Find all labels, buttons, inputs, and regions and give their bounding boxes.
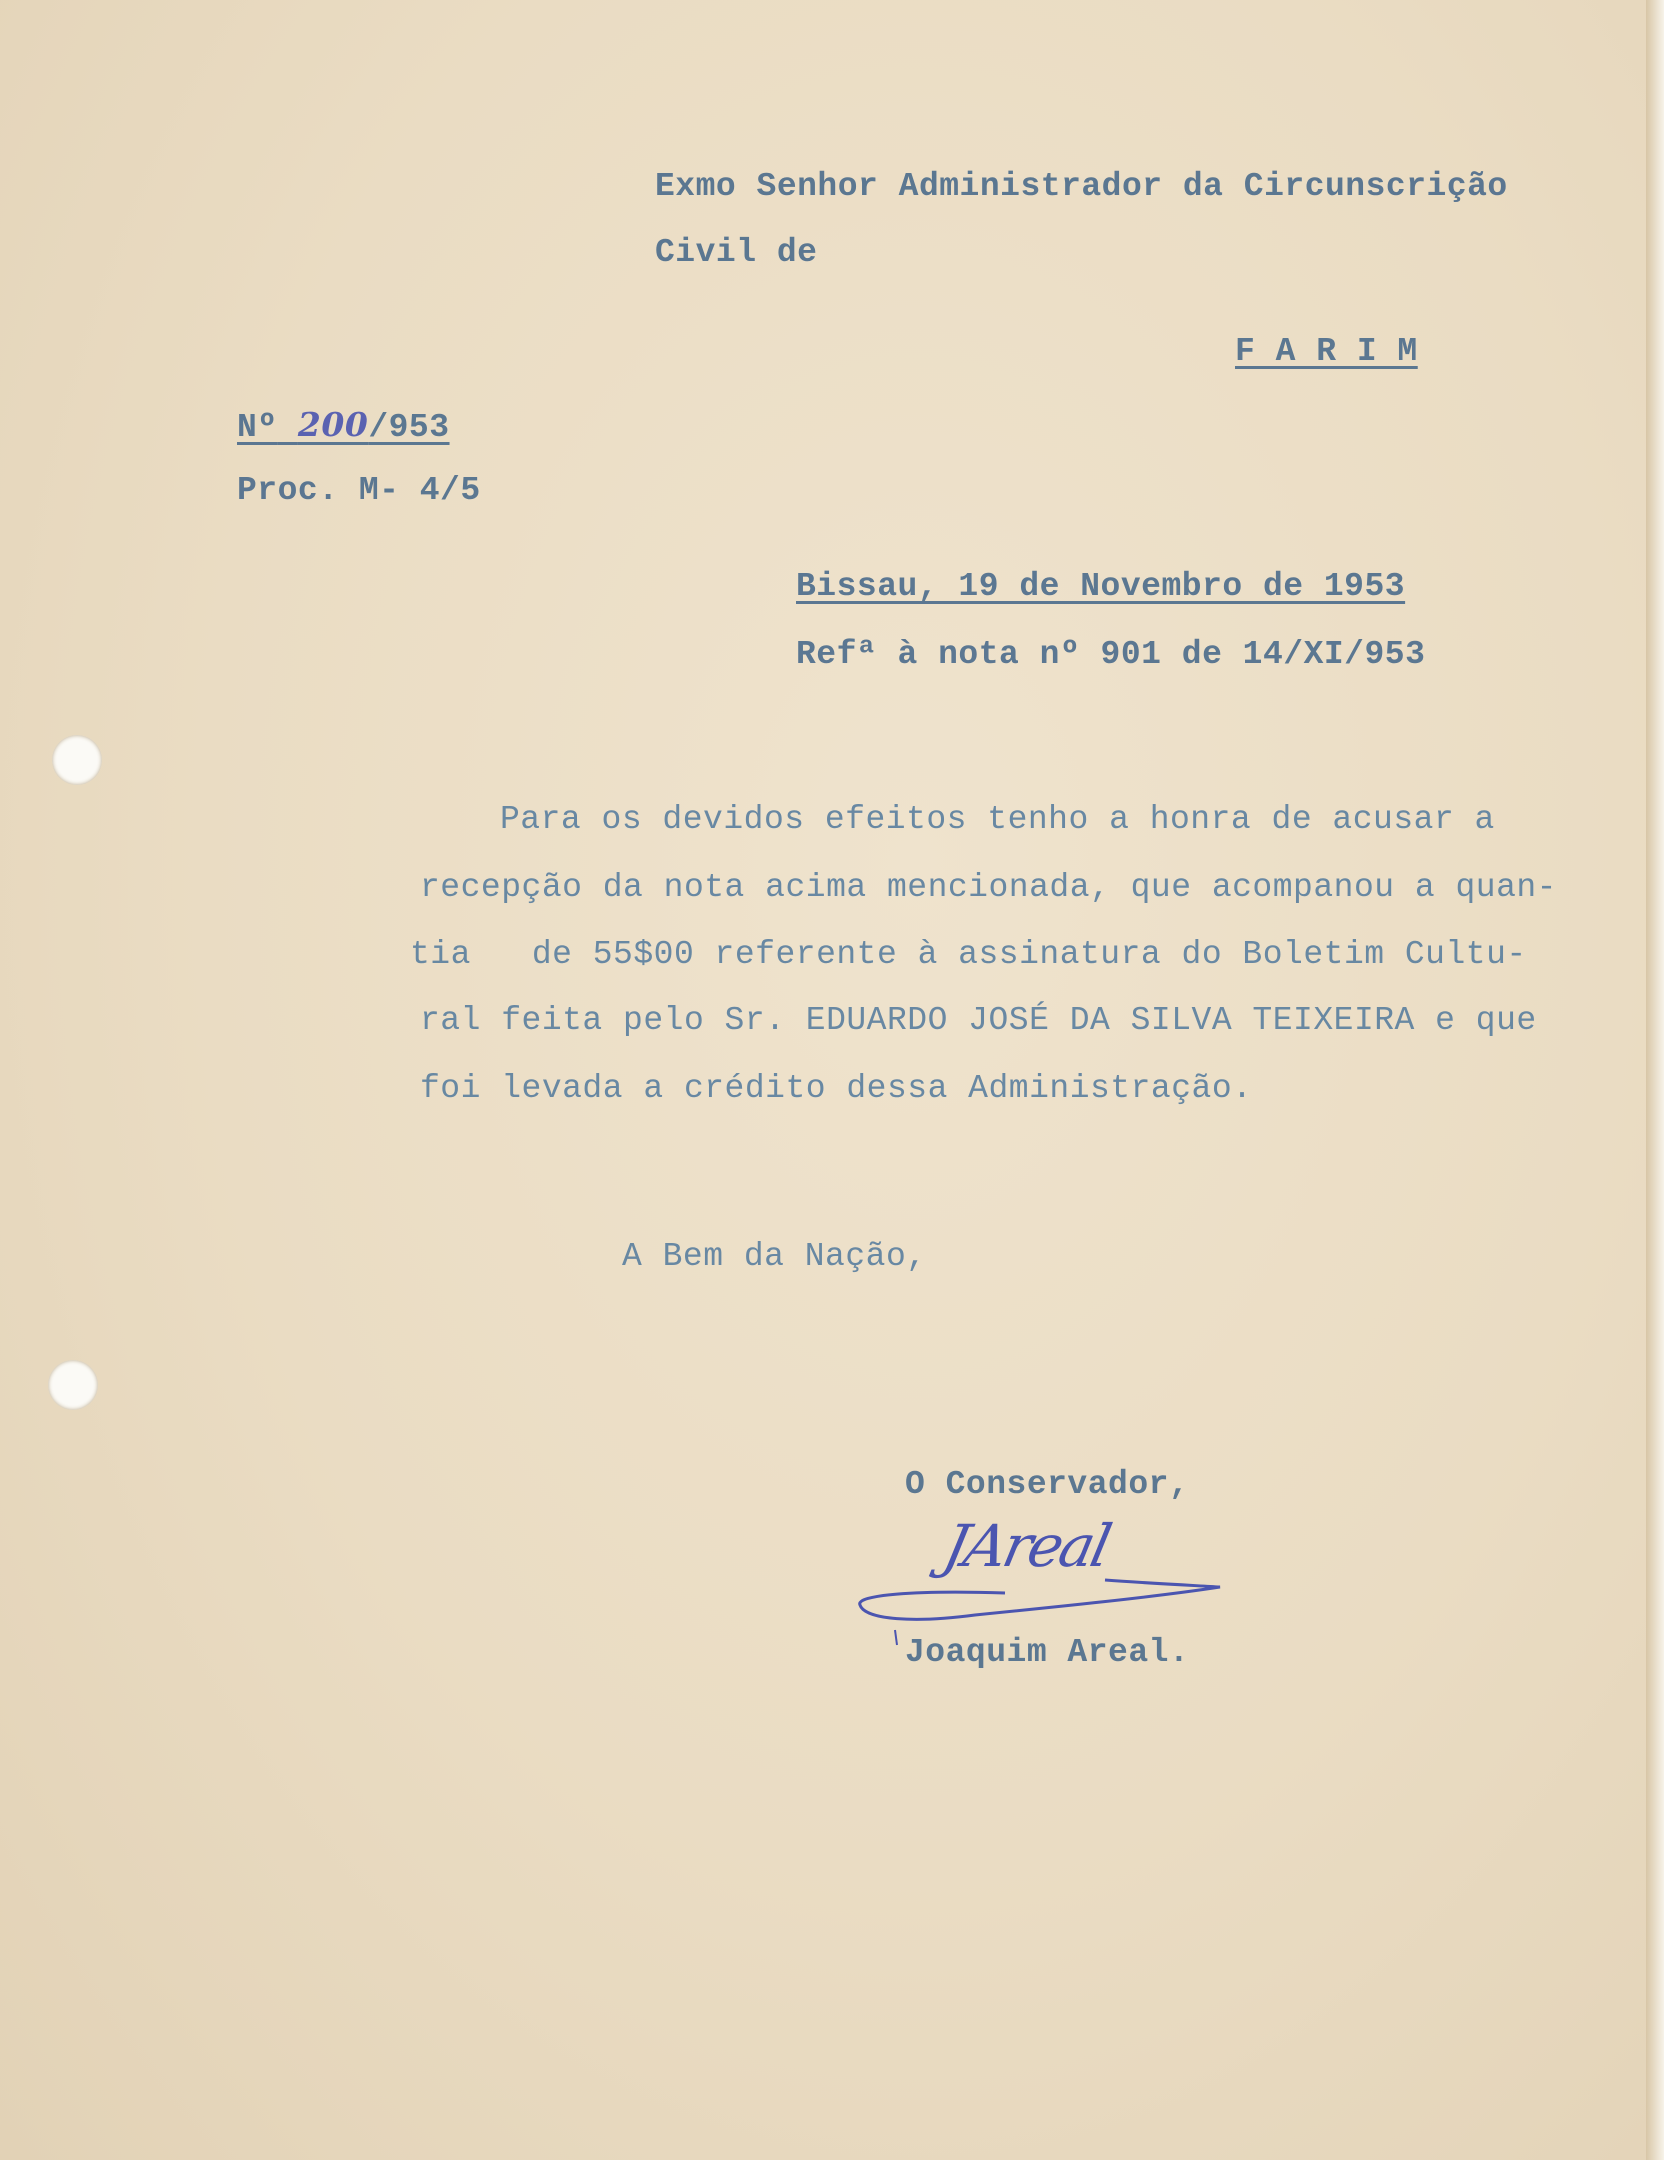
body-line: Para os devidos efeitos tenho a honra de acusar a <box>500 801 1495 838</box>
dateline: Bissau, 19 de Novembro de 1953 <box>796 568 1406 605</box>
paper-edge <box>1646 0 1664 2160</box>
signatory-title: O Conservador, <box>905 1466 1190 1503</box>
body-line: foi levada a crédito dessa Administração. <box>420 1070 1253 1107</box>
punch-hole <box>48 1360 98 1410</box>
handwritten-signature: JAreal <box>937 1512 1115 1580</box>
punch-hole <box>52 735 102 785</box>
body-line: ral feita pelo Sr. EDUARDO JOSÉ DA SILVA TEIXEIRA e que <box>420 1002 1537 1039</box>
body-line: recepção da nota acima mencionada, que acompanou a quan- <box>420 869 1557 906</box>
handwritten-number: 200 <box>297 405 369 444</box>
note-reference: Refª à nota nº 901 de 14/XI/953 <box>796 636 1426 673</box>
addressee-place: F A R I M <box>1235 333 1418 370</box>
document-number <box>237 405 450 446</box>
process-reference: Proc. M- 4/5 <box>237 472 481 509</box>
number-suffix: /953 <box>368 409 450 446</box>
closing: A Bem da Nação, <box>622 1238 927 1275</box>
addressee-line2: Civil de <box>655 234 818 271</box>
number-prefix: Nº <box>237 409 278 446</box>
signatory-name: Joaquim Areal. <box>905 1634 1190 1671</box>
body-line: tia de 55$00 referente à assinatura do Boletim Cultu- <box>410 936 1527 973</box>
addressee-line1: Exmo Senhor Administrador da Circunscrição <box>655 168 1508 205</box>
